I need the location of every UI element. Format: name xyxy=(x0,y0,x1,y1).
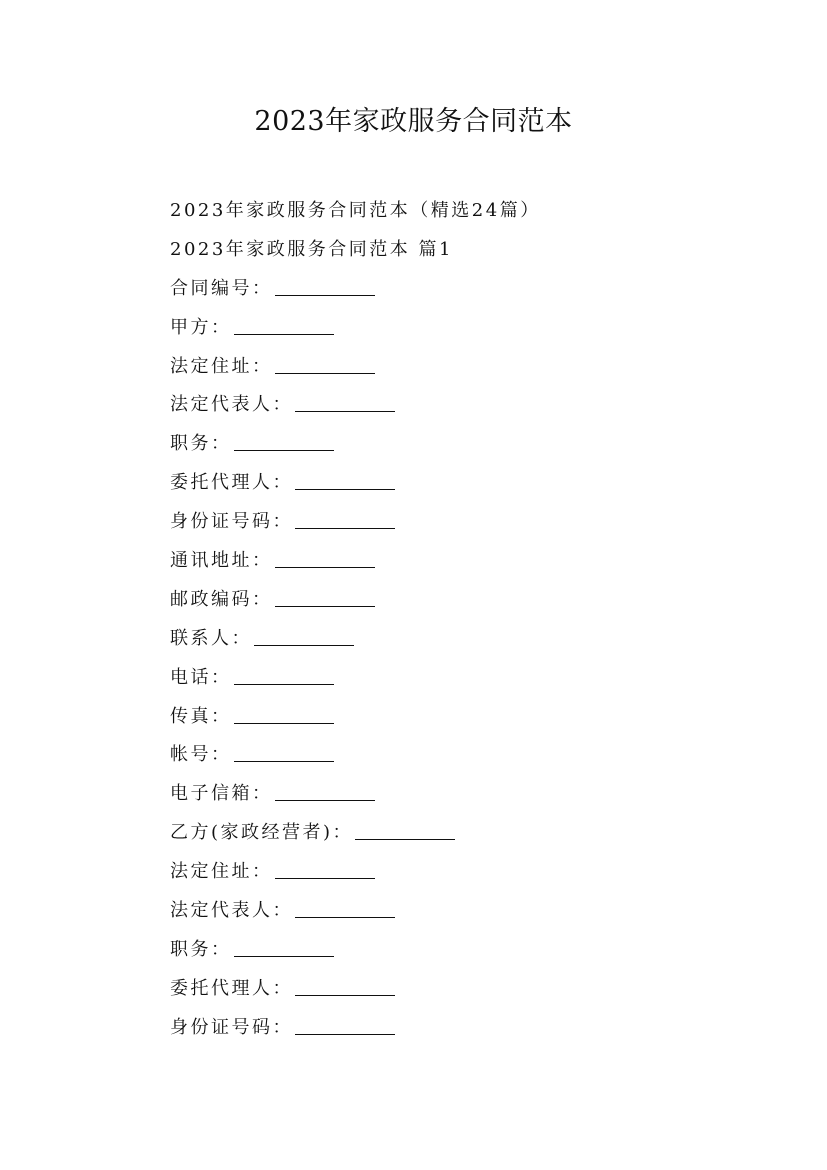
field-legal-address-a xyxy=(170,348,770,387)
fill-in-blank xyxy=(275,860,375,879)
fill-in-blank xyxy=(234,705,334,724)
section-heading: 2023年家政服务合同范本 篇1 xyxy=(170,238,453,260)
field-agent-a xyxy=(170,464,770,503)
fill-in-blank xyxy=(234,432,334,451)
field-label: 传真： xyxy=(170,705,232,727)
field-postal-code xyxy=(170,581,770,620)
document-subtitle: 2023年家政服务合同范本（精选24篇） xyxy=(170,200,541,221)
field-label: 法定代表人： xyxy=(170,394,293,416)
field-label: 联系人： xyxy=(170,627,252,649)
field-label: 合同编号： xyxy=(170,277,273,299)
fill-in-blank xyxy=(355,821,455,840)
field-label: 乙方(家政经营者)： xyxy=(170,822,354,844)
field-label: 法定住址： xyxy=(170,861,273,883)
fill-in-blank xyxy=(254,627,354,646)
field-label: 通讯地址： xyxy=(170,550,273,572)
field-label: 身份证号码： xyxy=(170,1016,293,1038)
field-legal-representative-b xyxy=(170,892,770,931)
fill-in-blank xyxy=(295,1016,395,1035)
field-label: 法定代表人： xyxy=(170,900,293,922)
field-position-b xyxy=(170,931,770,970)
field-label: 职务： xyxy=(170,938,232,960)
document-body xyxy=(170,192,770,1048)
fill-in-blank xyxy=(295,899,395,918)
field-label: 法定住址： xyxy=(170,355,273,377)
field-label: 委托代理人： xyxy=(170,977,293,999)
field-party-a xyxy=(170,309,770,348)
field-label: 甲方： xyxy=(170,316,232,338)
field-label: 帐号： xyxy=(170,744,232,766)
field-label: 职务： xyxy=(170,433,232,455)
document-title: 2023年家政服务合同范本 xyxy=(254,106,573,137)
field-phone xyxy=(170,659,770,698)
field-label: 电话： xyxy=(170,666,232,688)
field-label: 电子信箱： xyxy=(170,783,273,805)
field-legal-representative-a xyxy=(170,386,770,425)
fill-in-blank xyxy=(295,510,395,529)
fill-in-blank xyxy=(234,316,334,335)
fill-in-blank xyxy=(275,277,375,296)
fill-in-blank xyxy=(295,393,395,412)
field-legal-address-b xyxy=(170,853,770,892)
field-id-number-a xyxy=(170,503,770,542)
fill-in-blank xyxy=(234,666,334,685)
field-agent-b xyxy=(170,970,770,1009)
field-email xyxy=(170,775,770,814)
fill-in-blank xyxy=(275,588,375,607)
field-party-b xyxy=(170,814,770,853)
field-account xyxy=(170,736,770,775)
field-mailing-address xyxy=(170,542,770,581)
field-contract-number xyxy=(170,270,770,309)
field-fax xyxy=(170,698,770,737)
fill-in-blank xyxy=(295,977,395,996)
field-position-a xyxy=(170,425,770,464)
field-label: 身份证号码： xyxy=(170,511,293,533)
field-label: 委托代理人： xyxy=(170,472,293,494)
fill-in-blank xyxy=(275,782,375,801)
fill-in-blank xyxy=(295,471,395,490)
fill-in-blank xyxy=(275,355,375,374)
field-id-number-b xyxy=(170,1009,770,1048)
fill-in-blank xyxy=(234,743,334,762)
fill-in-blank xyxy=(234,938,334,957)
field-label: 邮政编码： xyxy=(170,588,273,610)
fill-in-blank xyxy=(275,549,375,568)
field-contact-person xyxy=(170,620,770,659)
